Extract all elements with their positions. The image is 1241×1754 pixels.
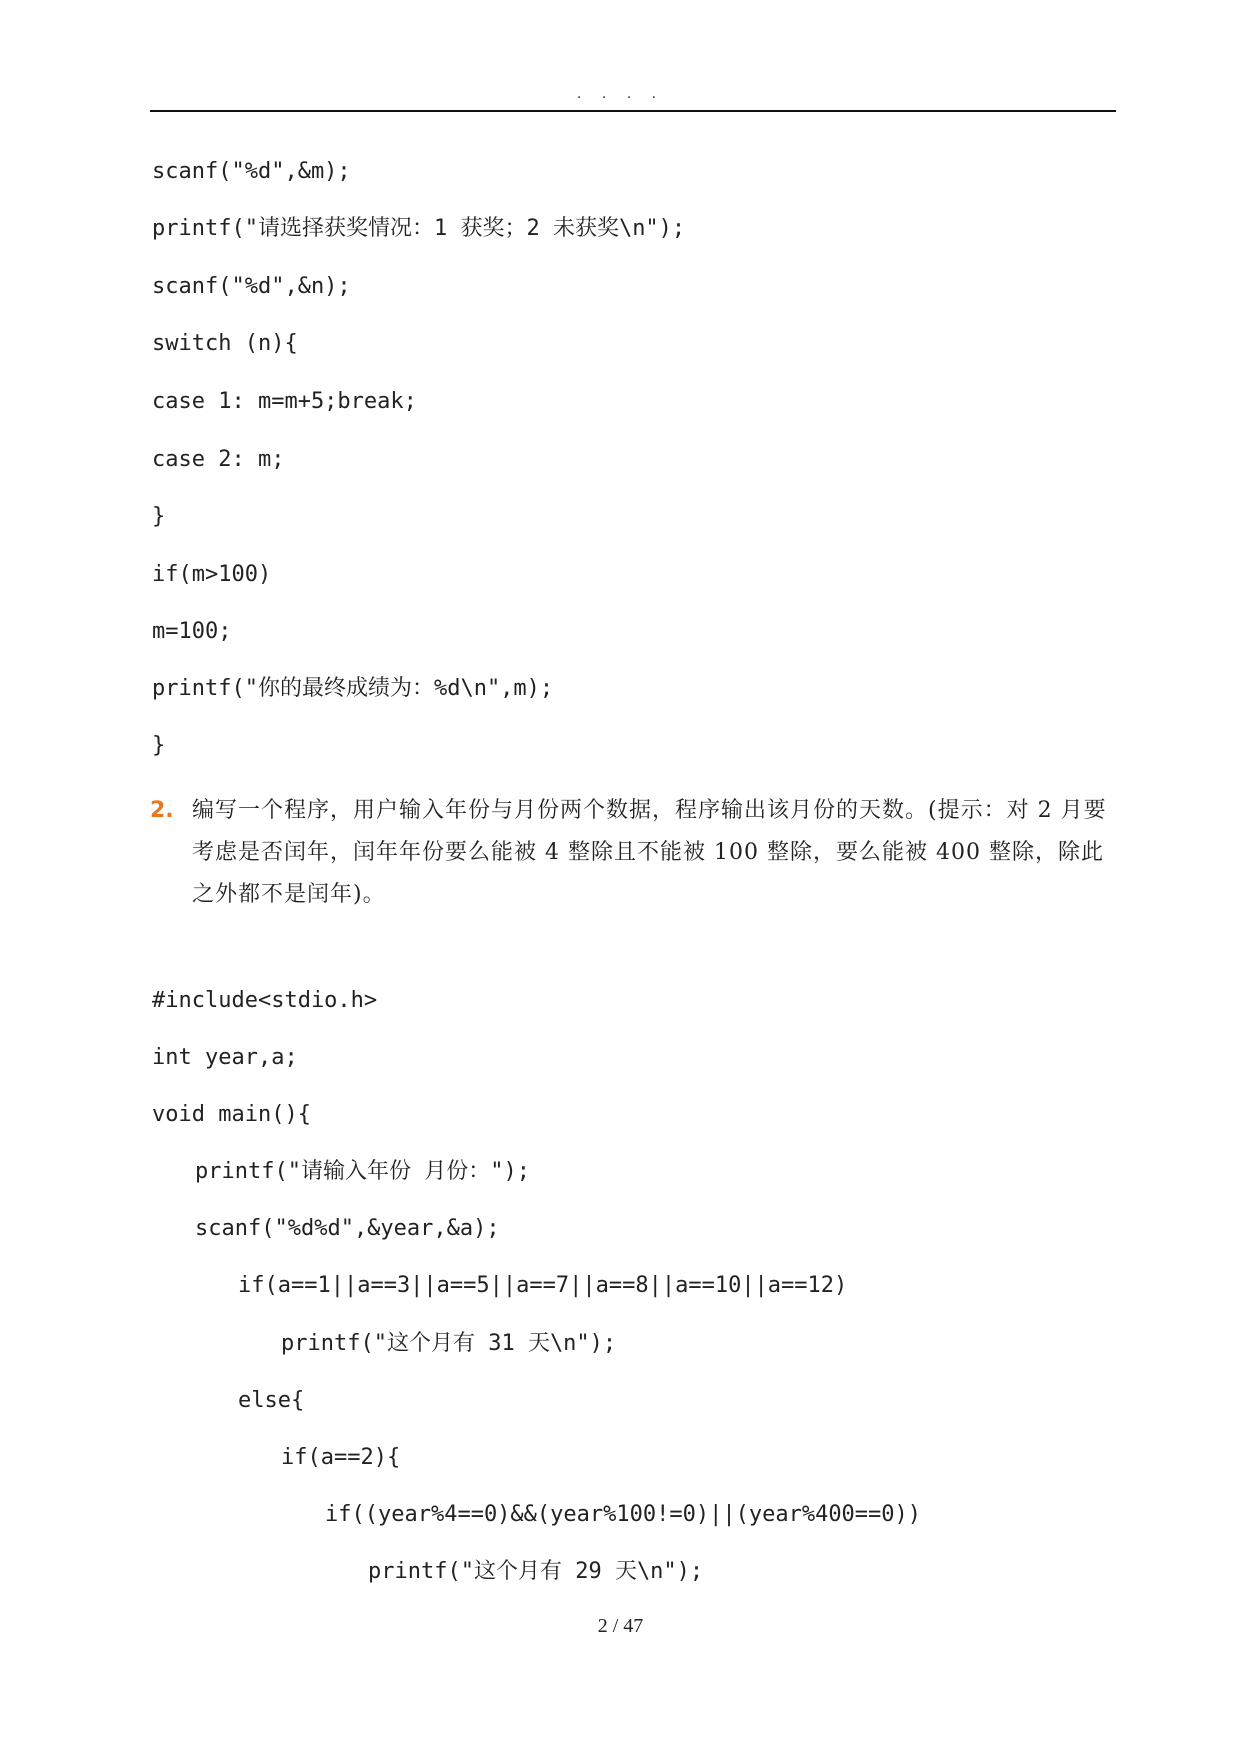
code-line: printf("请选择获奖情况：1 获奖；2 未获奖\n"); [152,216,686,241]
code-line: } [152,733,166,758]
code-line: printf("请输入年份 月份："); [195,1159,530,1184]
code-line: printf("你的最终成绩为：%d\n",m); [152,676,554,701]
code-line: scanf("%d",&m); [152,159,351,184]
code-line: printf("这个月有 29 天\n"); [368,1559,704,1584]
header-rule [150,110,1116,112]
code-line: printf("这个月有 31 天\n"); [281,1331,617,1356]
question-number: 2. [150,798,174,823]
code-line: } [152,504,166,529]
question-text: 编写一个程序，用户输入年份与月份两个数据，程序输出该月份的天数。(提示：对 2 月要考虑是否闰年，闰年年份要么能被 4 整除且不能被 100 整除，要么能被 400 整除，除此之外都不是闰年)。 [192,798,1107,907]
code-line: if((year%4==0)&&(year%100!=0)||(year%400==0)) [325,1502,922,1527]
code-line: switch (n){ [152,331,298,356]
code-line: if(a==2){ [281,1445,401,1470]
code-line: scanf("%d%d",&year,&a); [195,1216,500,1241]
code-line: case 1: m=m+5;break; [152,389,417,414]
code-line: case 2: m; [152,447,285,472]
code-line: #include<stdio.h> [152,988,378,1013]
header-dots: . . . . [576,86,665,102]
code-line: int year,a; [152,1045,298,1070]
code-line: scanf("%d",&n); [152,274,351,299]
code-line: m=100; [152,619,232,644]
code-line: if(a==1||a==3||a==5||a==7||a==8||a==10||a==12) [238,1273,848,1298]
code-line: if(m>100) [152,562,272,587]
code-line: else{ [238,1388,305,1413]
page-indicator: 2 / 47 [597,1615,644,1637]
code-line: void main(){ [152,1102,311,1127]
question-block [150,790,1116,916]
